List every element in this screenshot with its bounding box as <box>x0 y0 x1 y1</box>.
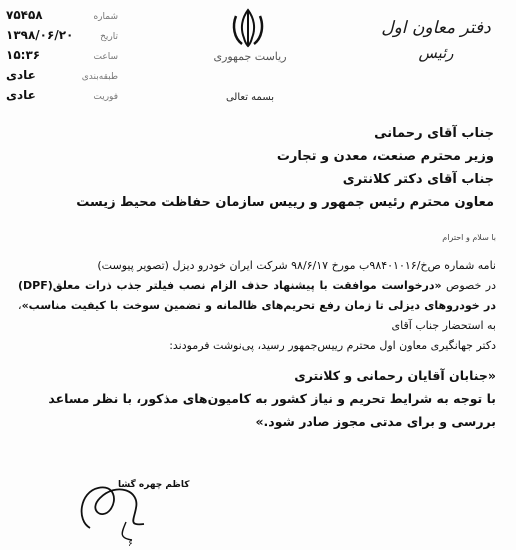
office-name: ریاست جمهوری <box>213 50 287 63</box>
meta-classification-value: عادی <box>6 68 36 82</box>
quote-line: بررسی و برای مدتی مجوز صادر شود.» <box>255 414 496 429</box>
meta-classification-row <box>6 68 118 88</box>
signatory-name: کاظم چهره گشا <box>118 480 190 490</box>
addressee-line: معاون محترم رئیس جمهور و رییس سازمان حفاظت محیط زیست <box>76 195 494 210</box>
meta-number-label: شماره <box>93 12 118 22</box>
addressee-line: جناب آقای رحمانی <box>374 126 494 141</box>
handwritten-line-1: دفتر معاون اول <box>381 18 491 38</box>
meta-classification-label: طبقه‌بندی <box>81 72 118 82</box>
addressees <box>24 122 494 214</box>
addressee-line: جناب آقای دکتر کلانتری <box>342 172 494 187</box>
addressee-line: وزیر محترم صنعت، معدن و تجارت <box>276 149 494 164</box>
body-p2-prefix: در خصوص <box>446 279 496 292</box>
meta-date-value: ۱۳۹۸/۰۶/۲۰ <box>6 28 74 42</box>
body-paragraph-2 <box>18 276 496 336</box>
meta-time-label: ساعت <box>93 52 118 62</box>
quote-line: «جنابان آقایان رحمانی و کلانتری <box>294 368 496 383</box>
meta-priority-label: فوریت <box>93 92 118 102</box>
letter-body <box>18 256 496 356</box>
directive-quote <box>18 364 496 433</box>
iran-emblem-icon <box>228 6 268 50</box>
body-paragraph-1: نامه شماره ص‌خ/۹۸۴۰۱۰۱۶ب مورخ ۹۸/۶/۱۷ شرکت ایران خودرو دیزل (تصویر پیوست) <box>97 259 496 272</box>
svg-text:۶: ۶ <box>128 539 133 546</box>
salutation: با سلام و احترام <box>442 233 496 242</box>
meta-date-row <box>6 28 118 48</box>
meta-priority-value: عادی <box>6 88 36 102</box>
letter-meta <box>6 8 118 108</box>
quote-line: با توجه به شرایط تحریم و نیاز کشور به کامیون‌های مذکور، با نظر مساعد <box>48 391 496 406</box>
meta-number-value: ۷۵۴۵۸ <box>6 8 43 22</box>
body-p2-suffix: ، به استحضار جناب آقای <box>18 299 496 332</box>
body-p2-subject: «درخواست موافقت با پیشنهاد حذف الزام نصب فیلتر جذب ذرات معلق(DPF) در خودروهای دیزلی تا زمان رفع تحریم‌های ظالمانه و تضمین سوخت با کیفیت مناسب» <box>18 279 496 312</box>
meta-date-label: تاریخ <box>100 32 118 42</box>
meta-priority-row <box>6 88 118 108</box>
meta-time-value: ۱۵:۳۶ <box>6 48 41 62</box>
basmala: بسمه تعالی <box>225 92 275 103</box>
handwritten-line-2: رئیس <box>418 44 454 62</box>
handwritten-note <box>366 18 506 62</box>
meta-time-row <box>6 48 118 68</box>
meta-number-row <box>6 8 118 28</box>
body-paragraph-3: دکتر جهانگیری معاون اول محترم رییس‌جمهور رسید، پی‌نوشت فرمودند: <box>169 339 496 352</box>
